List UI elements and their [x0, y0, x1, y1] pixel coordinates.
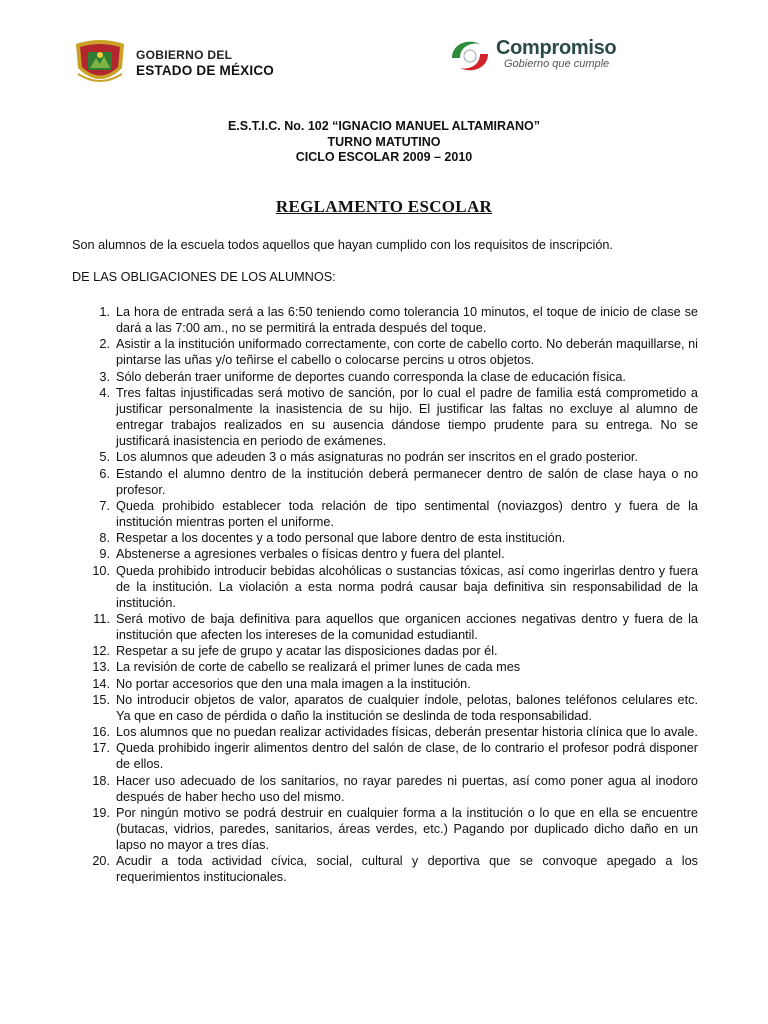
rule-item — [72, 369, 698, 385]
compromiso-logo — [446, 36, 616, 76]
rule-text: Por ningún motivo se podrá destruir en cualquier forma a la institución o lo que en ella se encuentre (butacas, vidrios, paredes, sanitarios, áreas verdes, etc.) Pagando por duplicado dicho daño en un lapso no mayor a tres días. — [116, 805, 698, 853]
rule-item — [72, 304, 698, 336]
rule-number: 7. — [99, 498, 110, 513]
rule-number: 12. — [92, 644, 110, 659]
rule-item — [72, 385, 698, 450]
rule-item — [72, 659, 698, 675]
rule-item — [72, 466, 698, 498]
rule-item — [72, 449, 698, 465]
rule-text: Estando el alumno dentro de la institución deberá permanecer dentro de salón de clase haya o no profesor. — [116, 466, 698, 497]
state-government-logo — [72, 38, 274, 88]
rule-number: 16. — [92, 725, 110, 740]
rule-item — [72, 643, 698, 659]
rule-text: Tres faltas injustificadas será motivo de sanción, por lo cual el padre de familia está comprometido a justificar personalmente la inasistencia de su hijo. El justificar las faltas no excluye al alumno de entregar trabajos realizados en su ausencia dándose tiempo prudente para su entrega. No se justificará inasistencia en periodo de exámenes. — [116, 385, 698, 449]
rule-number: 15. — [92, 692, 110, 707]
rule-item — [72, 611, 698, 643]
rule-text: No portar accesorios que den una mala imagen a la institución. — [116, 676, 471, 691]
school-header — [0, 119, 768, 166]
rule-number: 9. — [99, 547, 110, 562]
school-shift: TURNO MATUTINO — [327, 134, 441, 149]
rule-item — [72, 546, 698, 562]
rule-item — [72, 563, 698, 611]
rule-item — [72, 773, 698, 805]
gov-name-line1: GOBIERNO DEL — [136, 48, 233, 62]
rule-item — [72, 676, 698, 692]
brand-tagline: Gobierno que cumple — [504, 58, 610, 70]
rule-number: 6. — [99, 466, 110, 481]
rule-number: 2. — [99, 337, 110, 352]
rule-number: 19. — [92, 805, 110, 820]
rule-text: Los alumnos que no puedan realizar actividades físicas, deberán presentar historia clínica que lo avale. — [116, 725, 698, 740]
document-title: REGLAMENTO ESCOLAR — [275, 197, 493, 216]
rule-number: 11. — [93, 611, 110, 626]
rule-number: 5. — [99, 450, 110, 465]
rule-text: No introducir objetos de valor, aparatos de cualquier índole, pelotas, balones teléfonos celulares etc. Ya que en caso de pérdida o daño la institución se deslinda de toda responsabilidad. — [116, 692, 698, 723]
gov-name-line2: ESTADO DE MÉXICO — [136, 63, 274, 78]
rule-number: 18. — [92, 773, 110, 788]
section-heading: DE LAS OBLIGACIONES DE LOS ALUMNOS: — [72, 270, 336, 284]
rule-number: 8. — [99, 531, 110, 546]
rule-text: Acudir a toda actividad cívica, social, cultural y deportiva que se convoque apegado a los requerimientos institucionales. — [116, 854, 698, 885]
rule-item — [72, 724, 698, 740]
rule-text: Queda prohibido introducir bebidas alcohólicas o sustancias tóxicas, así como ingerirlas dentro y fuera de la institución. La violación a esta norma podrá causar baja definitiva sin responsabilidad de la institución. — [116, 563, 698, 610]
rule-text: Hacer uso adecuado de los sanitarios, no rayar paredes ni puertas, así como poner agua al inodoro después de haber hecho uso del mismo. — [116, 773, 698, 804]
rule-item — [72, 692, 698, 724]
intro-paragraph: Son alumnos de la escuela todos aquellos que hayan cumplido con los requisitos de inscripción. — [72, 238, 613, 252]
rule-text: Respetar a su jefe de grupo y acatar las disposiciones dadas por él. — [116, 644, 498, 659]
rule-item — [72, 740, 698, 772]
rule-number: 10. — [92, 563, 110, 578]
rule-item — [72, 530, 698, 546]
rule-item — [72, 805, 698, 853]
rule-text: Será motivo de baja definitiva para aquellos que organicen acciones negativas dentro y fuera de la institución que afecten los intereses de la comunidad estudiantil. — [116, 611, 698, 643]
rule-text: Los alumnos que adeuden 3 o más asignaturas no podrán ser inscritos en el grado posterior. — [116, 450, 638, 465]
rule-text: Queda prohibido ingerir alimentos dentro del salón de clase, de lo contrario el profesor podrá disponer de ellos. — [116, 741, 698, 772]
school-cycle: CICLO ESCOLAR 2009 – 2010 — [295, 150, 473, 164]
rule-number: 13. — [92, 660, 110, 675]
rule-number: 14. — [92, 676, 110, 691]
rule-number: 3. — [99, 369, 110, 384]
rules-list — [72, 304, 698, 886]
rule-text: Queda prohibido establecer toda relación de tipo sentimental (noviazgos) dentro y fuera de la institución mientras porten el uniforme. — [116, 498, 698, 530]
rule-text: La revisión de corte de cabello se realizará el primer lunes de cada mes — [116, 660, 521, 675]
rule-number: 17. — [92, 741, 110, 756]
rule-number: 4. — [99, 385, 110, 400]
rule-number: 20. — [92, 854, 110, 869]
rule-text: Abstenerse a agresiones verbales o físicas dentro y fuera del plantel. — [116, 547, 505, 562]
rule-number: 1. — [99, 305, 110, 319]
rule-item — [72, 498, 698, 530]
rule-text: Asistir a la institución uniformado correctamente, con corte de cabello corto. No deberán maquillarse, ni pintarse las uñas y/o teñirse el cabello o colocarse percins u otros objetos. — [116, 337, 698, 368]
compromiso-swirl-icon — [446, 36, 494, 76]
rule-text: Sólo deberán traer uniforme de deportes cuando corresponda la clase de educación física. — [116, 369, 626, 384]
school-name: E.S.T.I.C. No. 102 “IGNACIO MANUEL ALTAMIRANO” — [227, 119, 541, 133]
rule-item — [72, 853, 698, 885]
rule-text: La hora de entrada será a las 6:50 teniendo como tolerancia 10 minutos, el toque de inicio de clase se dará a las 7:00 am., no se permitirá la entrada después del toque. — [116, 305, 698, 336]
rule-item — [72, 336, 698, 368]
state-seal-icon — [72, 38, 128, 88]
rule-text: Respetar a los docentes y a todo personal que labore dentro de esta institución. — [116, 531, 566, 546]
brand-name: Compromiso — [496, 37, 617, 59]
